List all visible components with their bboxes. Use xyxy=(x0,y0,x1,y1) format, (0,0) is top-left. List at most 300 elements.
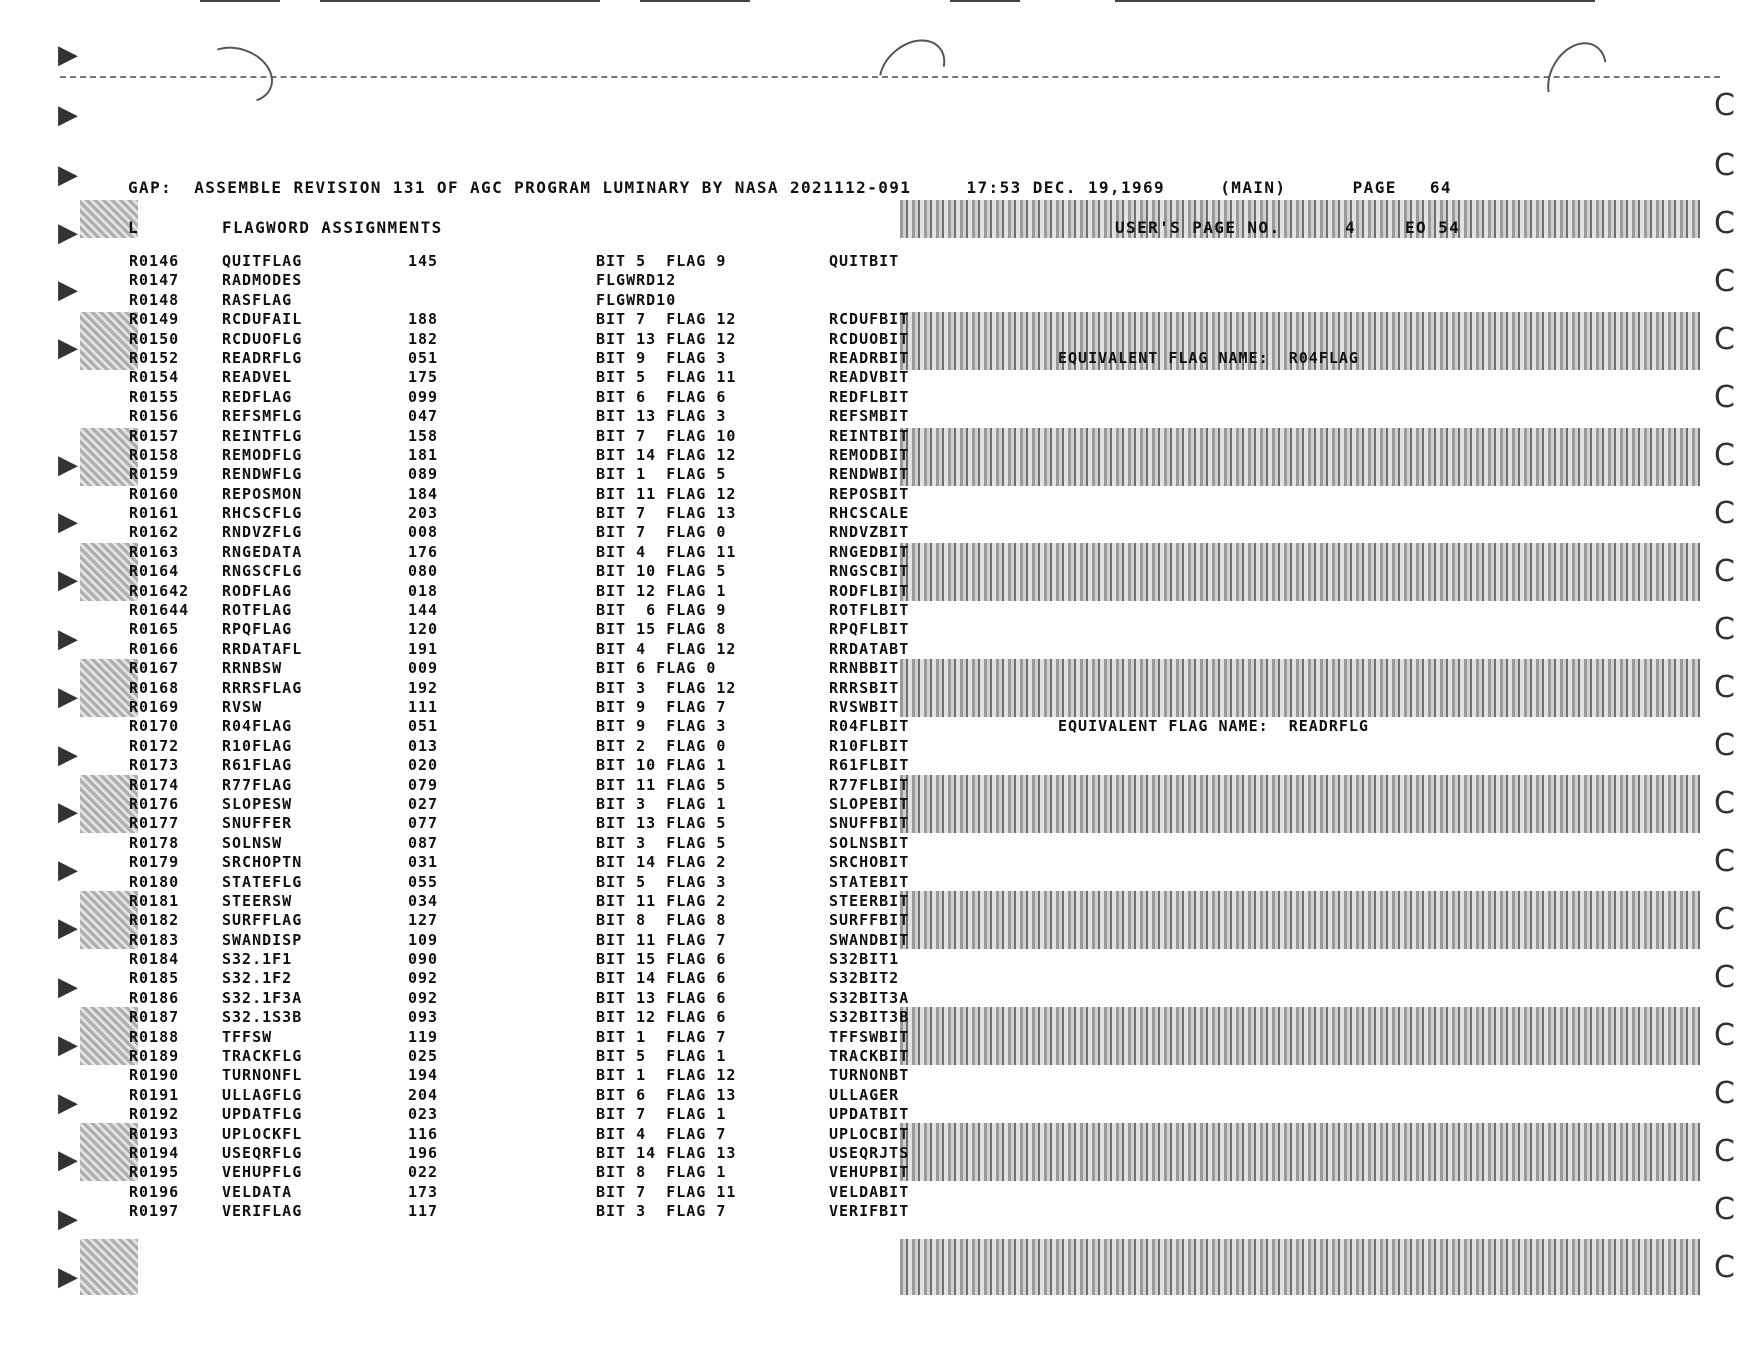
flag-number: 184 xyxy=(408,484,439,503)
bit-flag: BIT 7 FLAG 12 xyxy=(596,310,737,329)
bit-flag: BIT 13 FLAG 3 xyxy=(596,407,727,426)
flag-number: 191 xyxy=(408,639,439,658)
flagword-table xyxy=(0,252,1740,1222)
bit-symbol: READVBIT xyxy=(829,368,910,387)
row-id: R0195 xyxy=(129,1163,180,1182)
table-row xyxy=(0,1202,1740,1221)
flag-number: 051 xyxy=(408,717,439,736)
flag-number: 031 xyxy=(408,853,439,872)
flag-number: 194 xyxy=(408,1066,439,1085)
bit-flag: BIT 5 FLAG 3 xyxy=(596,872,727,891)
bit-flag: BIT 7 FLAG 0 xyxy=(596,523,727,542)
row-id: R0181 xyxy=(129,891,180,910)
bit-flag: BIT 2 FLAG 0 xyxy=(596,736,727,755)
row-id: R0158 xyxy=(129,445,180,464)
bit-flag: BIT 5 FLAG 1 xyxy=(596,1047,727,1066)
bit-symbol: RODFLBIT xyxy=(829,581,910,600)
flag-name: R61FLAG xyxy=(222,756,293,775)
bit-symbol: UPLOCBIT xyxy=(829,1124,910,1143)
feed-hole-icon: ▶ xyxy=(58,797,78,827)
flag-number: 145 xyxy=(408,252,439,270)
bit-symbol: QUITBIT xyxy=(829,252,900,270)
flag-number: 025 xyxy=(408,1047,439,1066)
bit-flag: BIT 8 FLAG 1 xyxy=(596,1163,727,1182)
flag-name: S32.1S3B xyxy=(222,1008,303,1027)
table-row xyxy=(0,1066,1740,1085)
feed-hole-icon: ▶ xyxy=(58,507,78,537)
row-id: R0163 xyxy=(129,542,180,561)
bit-flag: FLGWRD10 xyxy=(596,290,677,309)
flag-number: 181 xyxy=(408,445,439,464)
bit-symbol: RRNBBIT xyxy=(829,659,900,678)
flag-name: REDFLAG xyxy=(222,387,293,406)
feed-hole-icon: C xyxy=(1714,496,1735,531)
table-row xyxy=(0,582,1740,601)
table-row xyxy=(0,562,1740,581)
flag-number: 087 xyxy=(408,833,439,852)
top-rule xyxy=(1115,0,1595,2)
top-rule xyxy=(200,0,280,2)
table-row xyxy=(0,1125,1740,1144)
flag-name: SNUFFER xyxy=(222,814,293,833)
bit-flag: BIT 11 FLAG 7 xyxy=(596,930,727,949)
flag-number: 173 xyxy=(408,1182,439,1201)
section-marker: L xyxy=(128,218,140,237)
bit-symbol: ROTFLBIT xyxy=(829,601,910,620)
row-id: R0170 xyxy=(129,717,180,736)
table-row xyxy=(0,814,1740,833)
feed-hole-icon: C xyxy=(1714,612,1735,647)
feed-hole-icon: ▶ xyxy=(58,1204,78,1234)
row-id: R0174 xyxy=(129,775,180,794)
flag-number: 090 xyxy=(408,950,439,969)
row-id: R01642 xyxy=(129,581,190,600)
flag-number: 127 xyxy=(408,911,439,930)
bit-symbol: RNGSCBIT xyxy=(829,562,910,581)
flag-name: VERIFLAG xyxy=(222,1202,303,1221)
table-row xyxy=(0,911,1740,930)
shaded-band xyxy=(900,200,1700,238)
table-row xyxy=(0,620,1740,639)
feed-hole-icon: ▶ xyxy=(58,682,78,712)
bit-symbol: S32BIT3A xyxy=(829,988,910,1007)
table-row xyxy=(0,1163,1740,1182)
table-row xyxy=(0,368,1740,387)
tear-arc xyxy=(193,37,281,113)
flag-name: RCDUOFLG xyxy=(222,329,303,348)
flag-name: VEHUPFLG xyxy=(222,1163,303,1182)
row-id: R0160 xyxy=(129,484,180,503)
feed-hole-icon: ▶ xyxy=(58,160,78,190)
bit-symbol: TURNONBT xyxy=(829,1066,910,1085)
flag-name: READVEL xyxy=(222,368,293,387)
top-rule xyxy=(950,0,1020,2)
flag-number: 120 xyxy=(408,620,439,639)
flag-number: 109 xyxy=(408,930,439,949)
row-id: R0159 xyxy=(129,465,180,484)
flag-number: 008 xyxy=(408,523,439,542)
feed-hole-icon: C xyxy=(1714,1076,1735,1111)
bit-flag: BIT 7 FLAG 10 xyxy=(596,426,737,445)
flag-name: RHCSCFLG xyxy=(222,504,303,523)
table-row xyxy=(0,873,1740,892)
bit-flag: BIT 7 FLAG 11 xyxy=(596,1182,737,1201)
row-id: R0197 xyxy=(129,1202,180,1221)
row-id: R0162 xyxy=(129,523,180,542)
bit-symbol: SWANDBIT xyxy=(829,930,910,949)
table-row xyxy=(0,834,1740,853)
row-id: R0188 xyxy=(129,1027,180,1046)
table-row xyxy=(0,969,1740,988)
bit-symbol: S32BIT2 xyxy=(829,969,900,988)
row-id: R0172 xyxy=(129,736,180,755)
bit-flag: BIT 1 FLAG 12 xyxy=(596,1066,737,1085)
bit-flag: BIT 9 FLAG 7 xyxy=(596,697,727,716)
flag-name: TFFSW xyxy=(222,1027,273,1046)
bit-symbol: RNGEDBIT xyxy=(829,542,910,561)
bit-flag: BIT 12 FLAG 6 xyxy=(596,1008,727,1027)
bit-symbol: SLOPEBIT xyxy=(829,794,910,813)
flag-number: 020 xyxy=(408,756,439,775)
table-row xyxy=(0,679,1740,698)
bit-flag: BIT 3 FLAG 7 xyxy=(596,1202,727,1221)
bit-flag: BIT 7 FLAG 13 xyxy=(596,504,737,523)
table-row xyxy=(0,349,1740,368)
feed-hole-icon: C xyxy=(1714,554,1735,589)
bit-flag: BIT 14 FLAG 6 xyxy=(596,969,727,988)
bit-symbol: S32BIT3B xyxy=(829,1008,910,1027)
bit-flag: BIT 12 FLAG 1 xyxy=(596,581,727,600)
bit-symbol: RRRSBIT xyxy=(829,678,900,697)
flag-name: RENDWFLG xyxy=(222,465,303,484)
flag-name: QUITFLAG xyxy=(222,252,303,270)
table-row xyxy=(0,601,1740,620)
bit-flag: BIT 13 FLAG 12 xyxy=(596,329,737,348)
row-id: R0165 xyxy=(129,620,180,639)
table-row xyxy=(0,1086,1740,1105)
row-id: R0182 xyxy=(129,911,180,930)
table-row xyxy=(0,853,1740,872)
row-id: R0193 xyxy=(129,1124,180,1143)
bit-symbol: STEERBIT xyxy=(829,891,910,910)
flag-number: 144 xyxy=(408,601,439,620)
bit-flag: BIT 14 FLAG 12 xyxy=(596,445,737,464)
bit-symbol: TFFSWBIT xyxy=(829,1027,910,1046)
flag-number: 188 xyxy=(408,310,439,329)
row-id: R01644 xyxy=(129,601,190,620)
bit-flag: BIT 13 FLAG 6 xyxy=(596,988,727,1007)
bit-flag: BIT 15 FLAG 6 xyxy=(596,950,727,969)
bit-flag: BIT 6 FLAG 0 xyxy=(596,659,717,678)
row-id: R0194 xyxy=(129,1143,180,1162)
flag-number: 093 xyxy=(408,1008,439,1027)
row-id: R0177 xyxy=(129,814,180,833)
flag-name: SRCHOPTN xyxy=(222,853,303,872)
table-row xyxy=(0,388,1740,407)
row-id: R0185 xyxy=(129,969,180,988)
flag-name: SWANDISP xyxy=(222,930,303,949)
table-row xyxy=(0,504,1740,523)
table-row xyxy=(0,310,1740,329)
feed-hole-icon: ▶ xyxy=(58,450,78,480)
flag-name: ULLAGFLG xyxy=(222,1085,303,1104)
row-id: R0154 xyxy=(129,368,180,387)
table-row xyxy=(0,427,1740,446)
flag-number: 051 xyxy=(408,348,439,367)
flag-name: TURNONFL xyxy=(222,1066,303,1085)
feed-hole-icon: C xyxy=(1714,1250,1735,1285)
table-row xyxy=(0,407,1740,426)
table-row xyxy=(0,795,1740,814)
bit-symbol: ULLAGER xyxy=(829,1085,900,1104)
listing-header: GAP: ASSEMBLE REVISION 131 OF AGC PROGRAM LUMINARY BY NASA 2021112-091 17:53 DEC. 19,1969 (MAIN) PAGE 64 xyxy=(128,178,1452,197)
row-id: R0155 xyxy=(129,387,180,406)
flag-name: REINTFLG xyxy=(222,426,303,445)
flag-name: RPQFLAG xyxy=(222,620,293,639)
bit-flag: BIT 4 FLAG 12 xyxy=(596,639,737,658)
feed-hole-icon: C xyxy=(1714,1018,1735,1053)
bit-symbol: RENDWBIT xyxy=(829,465,910,484)
flag-name: REPOSMON xyxy=(222,484,303,503)
flag-name: R04FLAG xyxy=(222,717,293,736)
table-row xyxy=(0,252,1740,271)
flag-number: 204 xyxy=(408,1085,439,1104)
flag-number: 176 xyxy=(408,542,439,561)
row-id: R0178 xyxy=(129,833,180,852)
table-row xyxy=(0,330,1740,349)
bit-flag: BIT 6 FLAG 6 xyxy=(596,387,727,406)
flag-number: 158 xyxy=(408,426,439,445)
flag-name: R77FLAG xyxy=(222,775,293,794)
table-row xyxy=(0,446,1740,465)
equivalent-note: EQUIVALENT FLAG NAME: R04FLAG xyxy=(1058,348,1359,367)
bit-symbol: SRCHOBIT xyxy=(829,853,910,872)
feed-hole-icon: C xyxy=(1714,88,1735,123)
flag-name: RRDATAFL xyxy=(222,639,303,658)
bit-flag: BIT 14 FLAG 13 xyxy=(596,1143,737,1162)
bit-flag: BIT 5 FLAG 9 xyxy=(596,252,727,270)
row-id: R0196 xyxy=(129,1182,180,1201)
shaded-band xyxy=(80,1239,138,1295)
table-row xyxy=(0,717,1740,736)
bit-symbol: R04FLBIT xyxy=(829,717,910,736)
bit-symbol: RCDUFBIT xyxy=(829,310,910,329)
bit-symbol: R77FLBIT xyxy=(829,775,910,794)
table-row xyxy=(0,931,1740,950)
feed-hole-icon: ▶ xyxy=(58,740,78,770)
feed-hole-icon: ▶ xyxy=(58,333,78,363)
bit-symbol: R10FLBIT xyxy=(829,736,910,755)
flag-name: REMODFLG xyxy=(222,445,303,464)
flag-name: USEQRFLG xyxy=(222,1143,303,1162)
flag-name: RODFLAG xyxy=(222,581,293,600)
flag-name: STEERSW xyxy=(222,891,293,910)
feed-hole-icon: ▶ xyxy=(58,100,78,130)
flag-name: RCDUFAIL xyxy=(222,310,303,329)
row-id: R0180 xyxy=(129,872,180,891)
bit-flag: BIT 9 FLAG 3 xyxy=(596,717,727,736)
flag-number: 111 xyxy=(408,697,439,716)
bit-flag: BIT 14 FLAG 2 xyxy=(596,853,727,872)
bit-flag: BIT 3 FLAG 5 xyxy=(596,833,727,852)
table-row xyxy=(0,640,1740,659)
bit-symbol: S32BIT1 xyxy=(829,950,900,969)
row-id: R0150 xyxy=(129,329,180,348)
bit-flag: BIT 11 FLAG 12 xyxy=(596,484,737,503)
feed-hole-icon: ▶ xyxy=(58,565,78,595)
flag-number: 192 xyxy=(408,678,439,697)
row-id: R0168 xyxy=(129,678,180,697)
flag-number: 203 xyxy=(408,504,439,523)
feed-hole-icon: C xyxy=(1714,438,1735,473)
flag-number: 022 xyxy=(408,1163,439,1182)
bit-flag: BIT 4 FLAG 11 xyxy=(596,542,737,561)
flag-name: READRFLG xyxy=(222,348,303,367)
bit-symbol: TRACKBIT xyxy=(829,1047,910,1066)
bit-flag: BIT 7 FLAG 1 xyxy=(596,1105,727,1124)
flag-name: ROTFLAG xyxy=(222,601,293,620)
section-title: FLAGWORD ASSIGNMENTS xyxy=(222,218,443,237)
row-id: R0176 xyxy=(129,794,180,813)
feed-hole-icon: C xyxy=(1714,844,1735,879)
feed-hole-icon: ▶ xyxy=(58,624,78,654)
bit-symbol: UPDATBIT xyxy=(829,1105,910,1124)
flag-number: 196 xyxy=(408,1143,439,1162)
table-row xyxy=(0,1028,1740,1047)
table-row xyxy=(0,1008,1740,1027)
bit-symbol: RHCSCALE xyxy=(829,504,910,523)
bit-flag: BIT 1 FLAG 7 xyxy=(596,1027,727,1046)
bit-symbol: R61FLBIT xyxy=(829,756,910,775)
equivalent-note: EQUIVALENT FLAG NAME: READRFLG xyxy=(1058,717,1369,736)
row-id: R0191 xyxy=(129,1085,180,1104)
bit-flag: BIT 5 FLAG 11 xyxy=(596,368,737,387)
flag-name: UPDATFLG xyxy=(222,1105,303,1124)
row-id: R0190 xyxy=(129,1066,180,1085)
bit-symbol: VERIFBIT xyxy=(829,1202,910,1221)
feed-hole-icon: C xyxy=(1714,1192,1735,1227)
row-id: R0166 xyxy=(129,639,180,658)
bit-symbol: REMODBIT xyxy=(829,445,910,464)
flag-name: RNGEDATA xyxy=(222,542,303,561)
flag-number: 055 xyxy=(408,872,439,891)
bit-flag: BIT 6 FLAG 9 xyxy=(596,601,727,620)
flag-number: 080 xyxy=(408,562,439,581)
feed-hole-icon: ▶ xyxy=(58,855,78,885)
bit-symbol: RRDATABT xyxy=(829,639,910,658)
bit-flag: BIT 3 FLAG 1 xyxy=(596,794,727,813)
row-id: R0192 xyxy=(129,1105,180,1124)
bit-symbol: SOLNSBIT xyxy=(829,833,910,852)
flag-number: 079 xyxy=(408,775,439,794)
users-page-number: 4 xyxy=(1345,218,1357,237)
table-row xyxy=(0,1047,1740,1066)
row-id: R0183 xyxy=(129,930,180,949)
table-row xyxy=(0,271,1740,290)
bit-symbol: RVSWBIT xyxy=(829,697,900,716)
bit-flag: BIT 9 FLAG 3 xyxy=(596,348,727,367)
table-row xyxy=(0,892,1740,911)
row-id: R0164 xyxy=(129,562,180,581)
shaded-band xyxy=(900,1239,1700,1295)
row-id: R0186 xyxy=(129,988,180,1007)
bit-flag: BIT 11 FLAG 2 xyxy=(596,891,727,910)
table-row xyxy=(0,698,1740,717)
feed-hole-icon: C xyxy=(1714,206,1735,241)
flag-number: 116 xyxy=(408,1124,439,1143)
feed-hole-icon: ▶ xyxy=(58,913,78,943)
top-rule xyxy=(320,0,600,2)
feed-hole-icon: C xyxy=(1714,728,1735,763)
feed-hole-icon: ▶ xyxy=(58,1030,78,1060)
flag-number: 034 xyxy=(408,891,439,910)
flag-number: 018 xyxy=(408,581,439,600)
flag-number: 009 xyxy=(408,659,439,678)
flag-name: SOLNSW xyxy=(222,833,283,852)
table-row xyxy=(0,523,1740,542)
feed-hole-icon: ▶ xyxy=(58,1262,78,1292)
tear-arc xyxy=(866,27,957,116)
flag-name: SLOPESW xyxy=(222,794,293,813)
table-row xyxy=(0,1144,1740,1163)
bit-symbol: REFSMBIT xyxy=(829,407,910,426)
bit-flag: BIT 10 FLAG 1 xyxy=(596,756,727,775)
table-row xyxy=(0,659,1740,678)
bit-flag: BIT 15 FLAG 8 xyxy=(596,620,727,639)
bit-flag: BIT 1 FLAG 5 xyxy=(596,465,727,484)
flag-number: 077 xyxy=(408,814,439,833)
bit-flag: BIT 4 FLAG 7 xyxy=(596,1124,727,1143)
flag-number: 119 xyxy=(408,1027,439,1046)
row-id: R0167 xyxy=(129,659,180,678)
row-id: R0179 xyxy=(129,853,180,872)
table-row xyxy=(0,1183,1740,1202)
row-id: R0187 xyxy=(129,1008,180,1027)
flag-name: VELDATA xyxy=(222,1182,293,1201)
flag-number: 013 xyxy=(408,736,439,755)
bit-flag: BIT 3 FLAG 12 xyxy=(596,678,737,697)
flag-number: 099 xyxy=(408,387,439,406)
bit-symbol: SNUFFBIT xyxy=(829,814,910,833)
table-row xyxy=(0,485,1740,504)
row-id: R0169 xyxy=(129,697,180,716)
bit-symbol: REPOSBIT xyxy=(829,484,910,503)
flag-number: 182 xyxy=(408,329,439,348)
feed-hole-icon: ▶ xyxy=(58,1088,78,1118)
flag-name: RNDVZFLG xyxy=(222,523,303,542)
bit-flag: BIT 8 FLAG 8 xyxy=(596,911,727,930)
bit-symbol: USEQRJTS xyxy=(829,1143,910,1162)
flag-name: RVSW xyxy=(222,697,263,716)
feed-hole-icon: C xyxy=(1714,380,1735,415)
feed-hole-icon: C xyxy=(1714,322,1735,357)
flag-name: TRACKFLG xyxy=(222,1047,303,1066)
top-rule xyxy=(640,0,750,2)
eo-label: EO 54 xyxy=(1405,218,1461,237)
feed-hole-icon: ▶ xyxy=(58,972,78,1002)
row-id: R0149 xyxy=(129,310,180,329)
feed-hole-icon: ▶ xyxy=(58,1145,78,1175)
flag-name: S32.1F2 xyxy=(222,969,293,988)
table-row xyxy=(0,950,1740,969)
flag-name: RASFLAG xyxy=(222,290,293,309)
row-id: R0157 xyxy=(129,426,180,445)
table-row xyxy=(0,291,1740,310)
row-id: R0173 xyxy=(129,756,180,775)
flag-name: RRRSFLAG xyxy=(222,678,303,697)
table-row xyxy=(0,737,1740,756)
row-id: R0146 xyxy=(129,252,180,270)
